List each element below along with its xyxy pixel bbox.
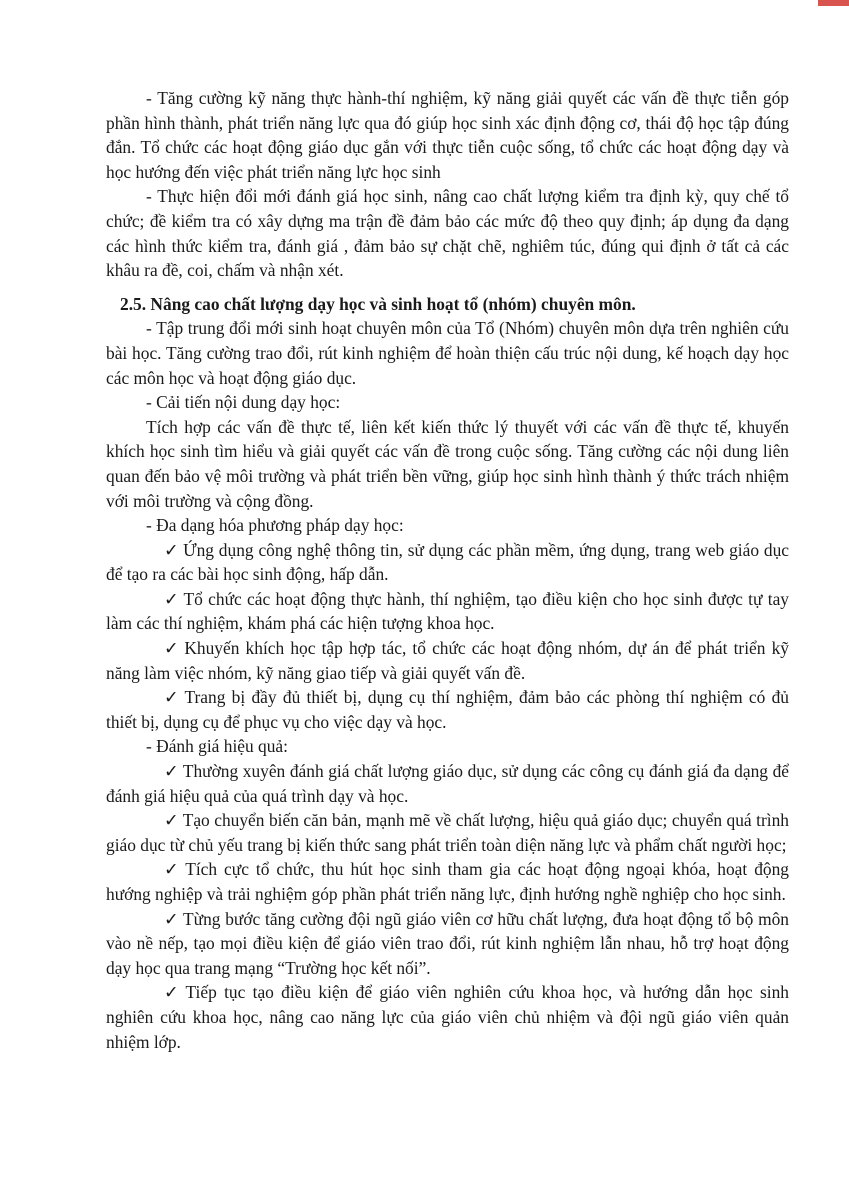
paragraph-professional-activities: - Tập trung đổi mới sinh hoạt chuyên môn của Tổ (Nhóm) chuyên môn dựa trên nghiên cứu bài học. Tăng cường trao đổi, rút kinh nghiệm để hoàn thiện cấu trúc nội dung, kế hoạch dạy học các môn học và hoạt động giáo dục. [106,318,789,388]
checkmark-icon: ✓ [164,908,180,929]
list-item-method [106,636,789,685]
checkmark-icon: ✓ [164,859,182,880]
checkmark-icon: ✓ [164,687,181,708]
checkmark-icon: ✓ [164,539,180,560]
list-item-evaluation [106,907,789,981]
list-item-text: Từng bước tăng cường đội ngũ giáo viên cơ hữu chất lượng, đưa hoạt động tổ bộ môn vào nề nếp, tạo mọi điều kiện để giáo viên trao đổi, rút kinh nghiệm lẫn nhau, hỗ trợ hoạt động dạy học qua trang mạng “Trường học kết nối”. [106,908,789,978]
paragraph-integration: Tích hợp các vấn đề thực tế, liên kết kiến thức lý thuyết với các vấn đề thực tế, khuyến khích học sinh tìm hiểu và giải quyết các vấn đề trong cuộc sống. Tăng cường các nội dung liên quan đến bảo vệ môi trường và phát triển bền vững, giúp học sinh hình thành ý thức trách nhiệm với môi trường và cộng đồng. [106,416,789,511]
list-item-evaluation [106,759,789,808]
paragraph-evaluation: - Đánh giá hiệu quả: [146,736,288,757]
document-body [106,86,789,1054]
section-heading: 2.5. Nâng cao chất lượng dạy học và sinh hoạt tổ (nhóm) chuyên môn. [120,293,636,314]
list-item-evaluation [106,808,789,857]
paragraph-practice-skills: - Tăng cường kỹ năng thực hành-thí nghiệm, kỹ năng giải quyết các vấn đề thực tiễn góp phần hình thành, phát triển năng lực qua đó giúp học sinh xác định động cơ, thái độ học tập đúng đắn. Tổ chức các hoạt động giáo dục gắn với thực tiễn cuộc sống, tổ chức các hoạt động dạy và học hướng đến việc phát triển năng lực học sinh [106,88,789,182]
list-item-text: Tạo chuyển biến căn bản, mạnh mẽ về chất lượng, hiệu quả giáo dục; chuyển quá trình giáo dục từ chủ yếu trang bị kiến thức sang phát triển toàn diện năng lực và phẩm chất người học; [106,810,789,855]
paragraph-methods-diversification: - Đa dạng hóa phương pháp dạy học: [146,515,404,536]
list-item-method [106,538,789,587]
checkmark-icon: ✓ [164,638,181,659]
list-item-text: Tổ chức các hoạt động thực hành, thí nghiệm, tạo điều kiện cho học sinh được tự tay làm các thí nghiệm, khám phá các hiện tượng khoa học. [106,588,789,634]
list-item-method [106,685,789,734]
list-item-text: Ứng dụng công nghệ thông tin, sử dụng các phần mềm, ứng dụng, trang web giáo dục để tạo ra các bài học sinh động, hấp dẫn. [106,539,789,585]
list-item-method [106,587,789,636]
checkmark-icon: ✓ [164,982,182,1003]
list-item-evaluation [106,857,789,906]
paragraph-content-improvement: - Cải tiến nội dung dạy học: [146,392,341,413]
checkmark-icon: ✓ [164,588,180,609]
list-item-text: Tích cực tổ chức, thu hút học sinh tham gia các hoạt động ngoại khóa, hoạt động hướng nghiệp và trải nghiệm góp phần phát triển năng lực, định hướng nghề nghiệp cho học sinh. [106,859,789,904]
list-item-text: Tiếp tục tạo điều kiện để giáo viên nghiên cứu khoa học, và hướng dẫn học sinh nghiên cứu khoa học, nâng cao năng lực của giáo viên chủ nhiệm và đội ngũ giáo viên quản nhiệm lớp. [106,982,789,1052]
list-item-evaluation [106,980,789,1054]
list-item-text: Khuyến khích học tập hợp tác, tổ chức các hoạt động nhóm, dự án để phát triển kỹ năng làm việc nhóm, kỹ năng giao tiếp và giải quyết vấn đề. [106,638,789,683]
checkmark-icon: ✓ [164,810,179,831]
paragraph-assessment-reform: - Thực hiện đổi mới đánh giá học sinh, nâng cao chất lượng kiểm tra định kỳ, quy chế tổ chức; đề kiểm tra có xây dựng ma trận đề đảm bảo các mức độ theo quy định; áp dụng đa dạng các hình thức kiểm tra, đánh giá , đảm bảo sự chặt chẽ, nghiêm túc, đúng qui định ở tất cả các khâu ra đề, coi, chấm và nhận xét. [106,186,789,281]
list-item-text: Trang bị đầy đủ thiết bị, dụng cụ thí nghiệm, đảm bảo các phòng thí nghiệm có đủ thiết bị, dụng cụ để phục vụ cho việc dạy và học. [106,687,789,732]
list-item-text: Thường xuyên đánh giá chất lượng giáo dục, sử dụng các công cụ đánh giá đa dạng để đánh giá hiệu quả của quá trình dạy và học. [106,761,789,806]
checkmark-icon: ✓ [164,761,179,782]
scan-edge-mark [818,0,849,6]
